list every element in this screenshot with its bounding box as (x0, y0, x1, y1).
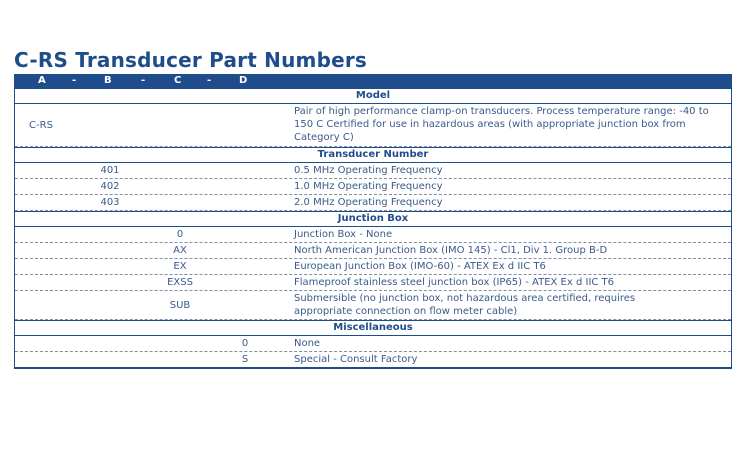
table-row (15, 275, 731, 291)
part-description: Submersible (no junction box, not hazardous area certified, requires appropriate connection on flow meter cable) (294, 293, 636, 317)
part-code: EXSS (167, 277, 193, 288)
table-row (15, 227, 731, 243)
table-row (15, 291, 731, 320)
part-description: 1.0 MHz Operating Frequency (294, 181, 443, 192)
part-description: Junction Box - None (294, 229, 393, 240)
table-row (15, 163, 731, 179)
part-description: Pair of high performance clamp-on transducers. Process temperature range: -40 to 150 C Certified for use in hazardous areas (with appropriate junction box from Category C) (294, 106, 709, 143)
page-title: C-RS Transducer Part Numbers (14, 48, 368, 72)
part-code: AX (173, 245, 187, 256)
table-row (15, 336, 731, 352)
table-row (15, 195, 731, 211)
section-header-model: Model (15, 89, 731, 104)
part-code: 401 (100, 165, 120, 176)
column-letter-c: C (174, 75, 182, 86)
table-row (15, 259, 731, 275)
column-letter-d: D (239, 75, 248, 86)
part-description: Special - Consult Factory (294, 354, 418, 365)
table-row (15, 104, 731, 147)
column-letter-a: A (38, 75, 46, 86)
table-row (15, 352, 731, 367)
part-code: C-RS (29, 119, 53, 131)
column-separator: - (72, 75, 77, 86)
part-description: Flameproof stainless steel junction box (IP65) - ATEX Ex d IIC T6 (294, 277, 615, 288)
part-description: European Junction Box (IMO-60) - ATEX Ex d IIC T6 (294, 261, 546, 272)
part-code: 402 (100, 181, 120, 192)
part-code: SUB (169, 299, 191, 311)
section-header-transducer-number: Transducer Number (15, 147, 731, 163)
part-description: 0.5 MHz Operating Frequency (294, 165, 443, 176)
table-body (14, 89, 732, 369)
part-description: None (294, 338, 321, 349)
column-letter-b: B (104, 75, 112, 86)
part-description: North American Junction Box (IMO 145) - Cl1, Div 1. Group B-D (294, 245, 608, 256)
part-code: S (241, 354, 249, 365)
column-separator: - (141, 75, 146, 86)
part-description: 2.0 MHz Operating Frequency (294, 197, 443, 208)
column-separator: - (207, 75, 212, 86)
part-code: 403 (100, 197, 120, 208)
table-row (15, 243, 731, 259)
part-code: EX (173, 261, 187, 272)
part-code: 0 (176, 229, 184, 240)
section-header-junction-box: Junction Box (15, 211, 731, 227)
column-header-bar (14, 74, 732, 89)
table-row (15, 179, 731, 195)
part-number-table (14, 74, 732, 369)
part-code: 0 (241, 338, 249, 349)
section-header-miscellaneous: Miscellaneous (15, 320, 731, 336)
